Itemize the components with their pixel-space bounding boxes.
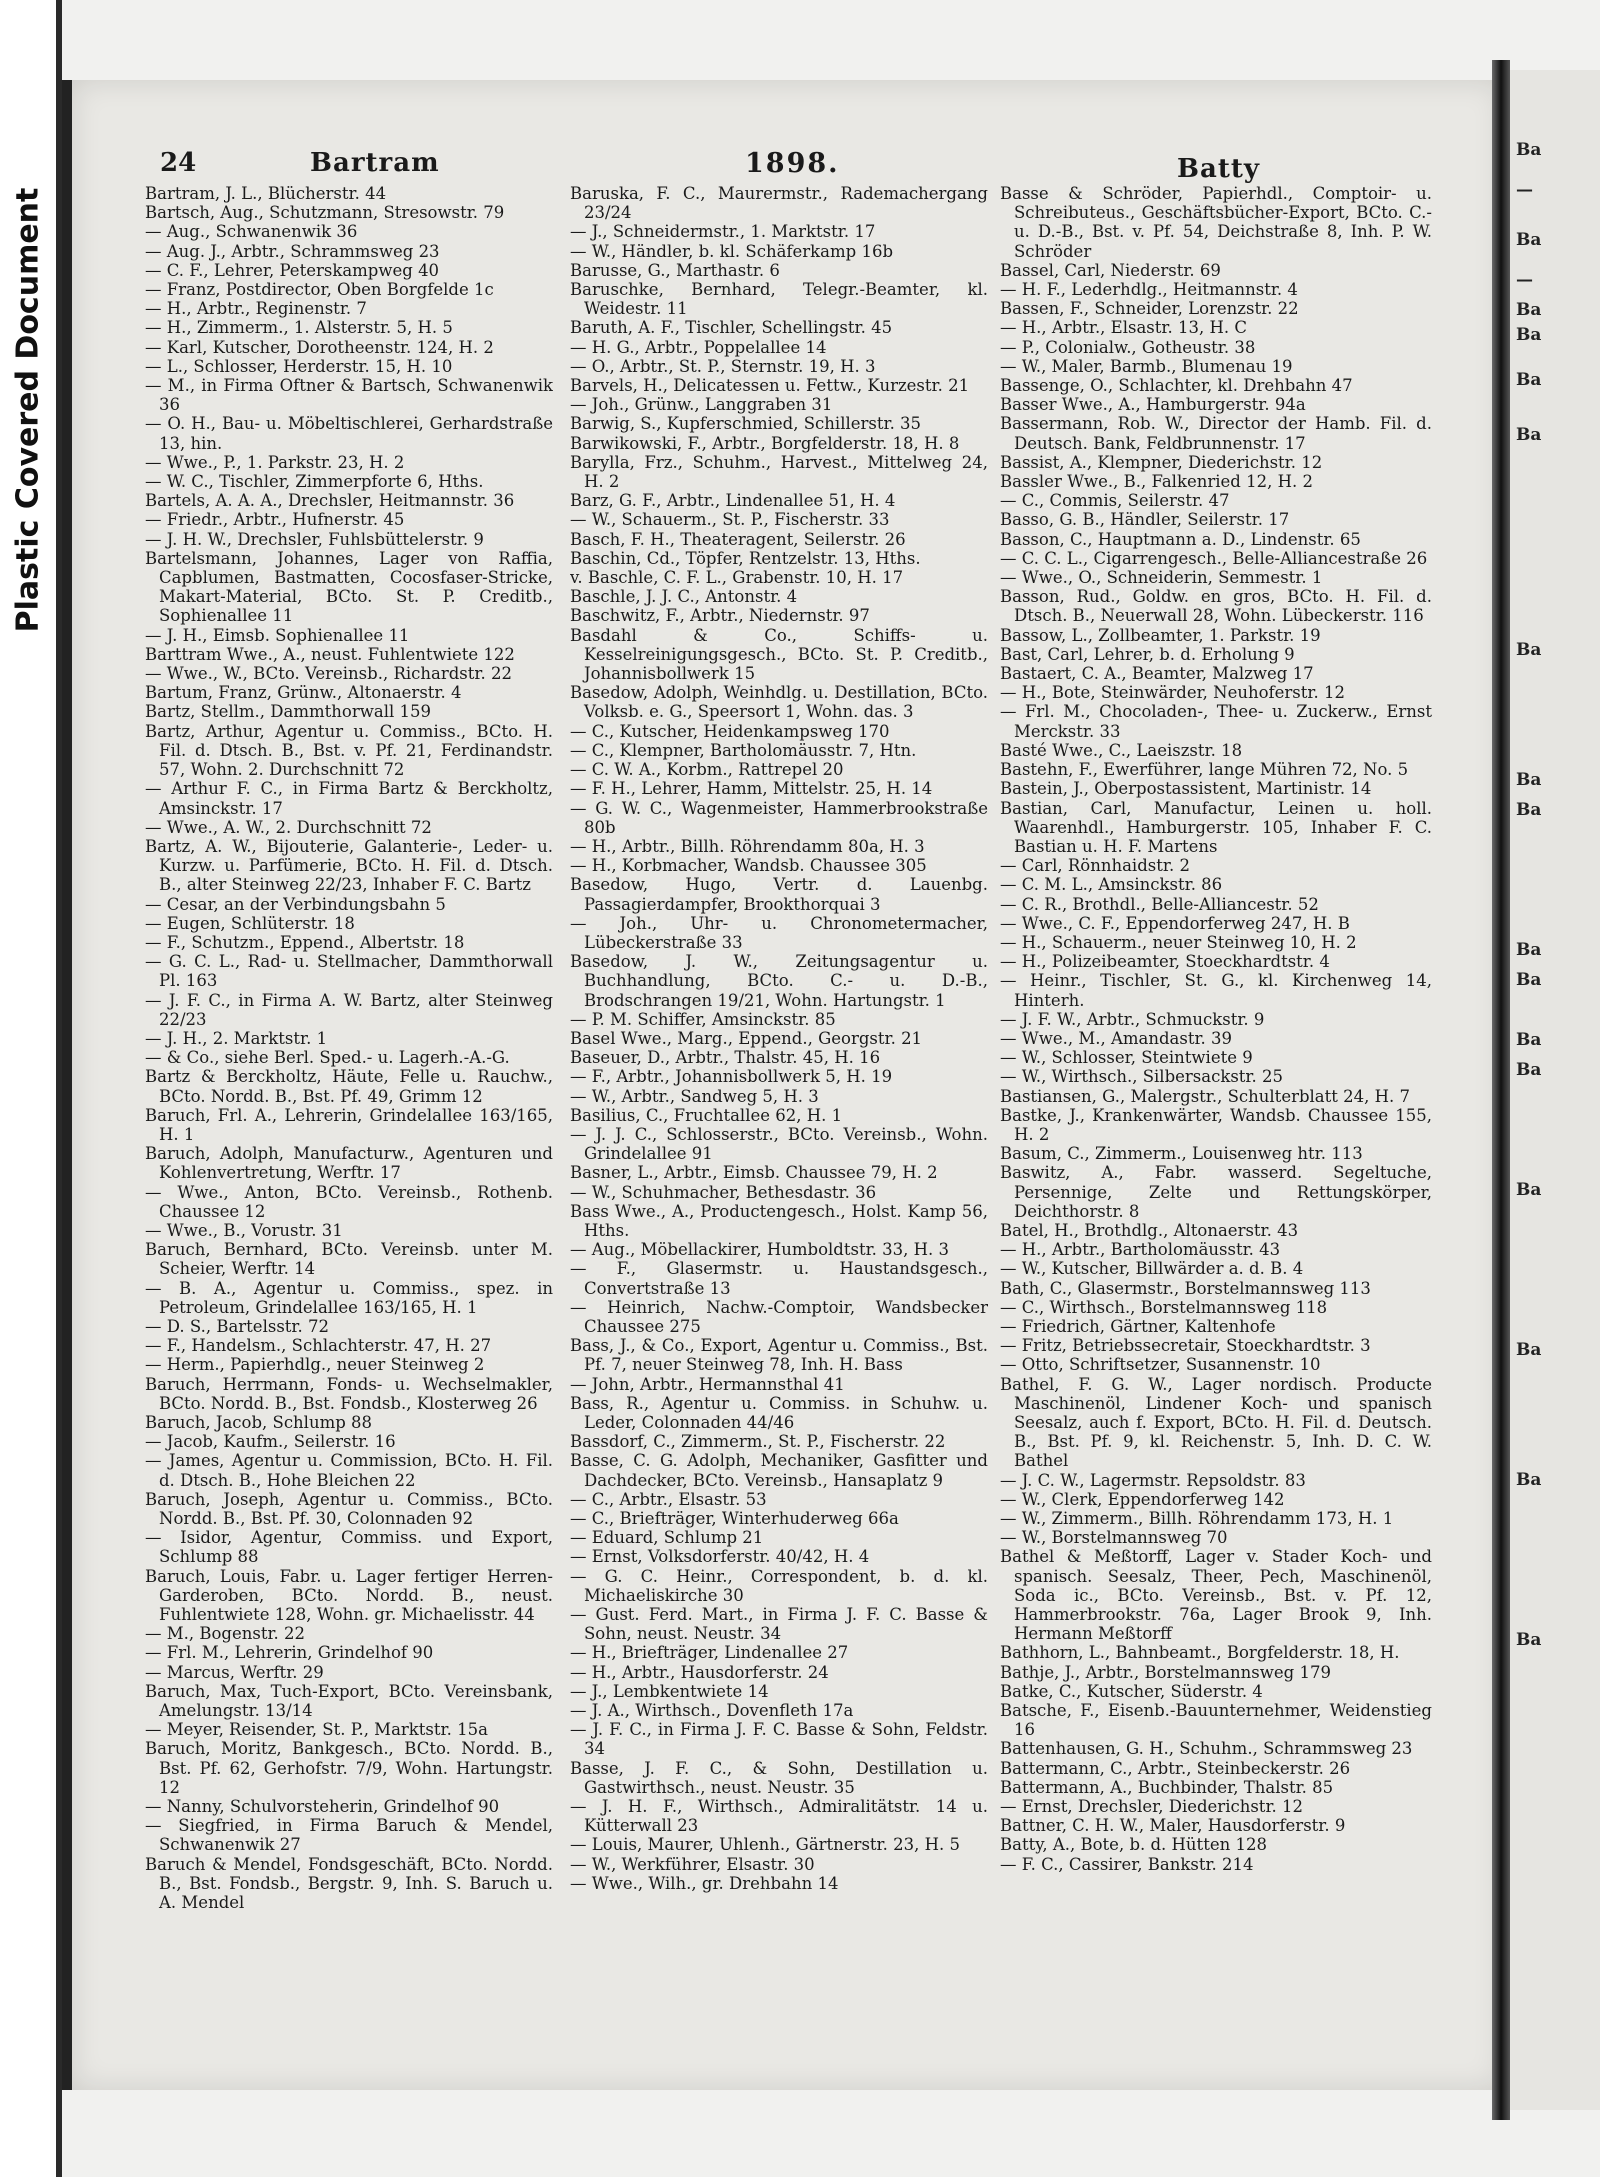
directory-entry: — Otto, Schriftsetzer, Susannenstr. 10: [1000, 1355, 1321, 1375]
directory-entry: Baruch, Adolph, Manufacturw., Agenturen und Kohlenvertretung, Werftr. 17: [145, 1144, 553, 1183]
next-page-fragment: Ba: [1516, 1060, 1542, 1080]
directory-entry: Bassler Wwe., B., Falkenried 12, H. 2: [1000, 472, 1313, 492]
directory-entry: Battermann, A., Buchbinder, Thalstr. 85: [1000, 1777, 1334, 1797]
directory-entry: — Heinrich, Nachw.-Comptoir, Wandsbecker Chaussee 275: [570, 1297, 988, 1336]
directory-entry: — Gust. Ferd. Mart., in Firma J. F. C. Basse & Sohn, neust. Neustr. 34: [570, 1605, 988, 1644]
directory-entry: Bass, J., & Co., Export, Agentur u. Commiss., Bst. Pf. 7, neuer Steinweg 78, Inh. H. Bass: [570, 1336, 988, 1375]
directory-entry: Bastehn, F., Ewerführer, lange Mühren 72, No. 5: [1000, 760, 1409, 780]
directory-entry: — Louis, Maurer, Uhlenh., Gärtnerstr. 23, H. 5: [570, 1835, 960, 1855]
directory-entry: Bathel, F. G. W., Lager nordisch. Producte Maschinenöl, Lindener Koch- und spanisch Seesalz, auch f. Export, BCto. H. Fil. d. Deutsch. B., Bst. Pf. 9, kl. Reichenstr. 5, Inh. D. C. W. Bathel: [1000, 1374, 1432, 1471]
directory-entry: Basse, C. G. Adolph, Mechaniker, Gasfitter und Dachdecker, BCto. Vereinsb., Hansaplatz 9: [570, 1451, 988, 1490]
directory-entry: — W., Schuhmacher, Bethesdastr. 36: [570, 1182, 877, 1202]
directory-entry: Bathel & Meßtorff, Lager v. Stader Koch- und spanisch. Seesalz, Theer, Pech, Maschinenöl, Soda ic., BCto. Vereinsb., Bst. v. Pf. 12, Hammerbrookstr. 76a, Lager Brook 9, Inh. Hermann Meßtorff: [1000, 1547, 1432, 1644]
directory-entry: — G. C. L., Rad- u. Stellmacher, Dammthorwall Pl. 163: [145, 952, 553, 991]
next-page-fragment: Ba: [1516, 325, 1542, 345]
directory-entry: Baschin, Cd., Töpfer, Rentzelstr. 13, Hths.: [570, 548, 921, 568]
directory-entry: — W. C., Tischler, Zimmerpforte 6, Hths.: [145, 472, 484, 492]
directory-entry: — H., Arbtr., Reginenstr. 7: [145, 299, 367, 319]
directory-entry: Baruch, Frl. A., Lehrerin, Grindelallee 163/165, H. 1: [145, 1105, 553, 1144]
directory-entry: — F., Schutzm., Eppend., Albertstr. 18: [145, 932, 465, 952]
directory-entry: Basch, F. H., Theateragent, Seilerstr. 26: [570, 529, 906, 549]
directory-entry: Battenhausen, G. H., Schuhm., Schrammsweg 23: [1000, 1739, 1413, 1759]
directory-entry: Basedow, Hugo, Vertr. d. Lauenbg. Passagierdampfer, Brookthorquai 3: [570, 875, 988, 914]
next-page-fragment: Ba: [1516, 1030, 1542, 1050]
column-left: [145, 184, 553, 2084]
left-running-head: Bartram: [310, 148, 440, 178]
directory-entry: — Fritz, Betriebssecretair, Stoeckhardtstr. 3: [1000, 1336, 1371, 1356]
directory-entry: — M., Bogenstr. 22: [145, 1624, 306, 1644]
directory-entry: Baschwitz, F., Arbtr., Niedernstr. 97: [570, 606, 870, 626]
directory-entry: Bartz & Berckholtz, Häute, Felle u. Rauchw., BCto. Nordd. B., Bst. Pf. 49, Grimm 12: [145, 1067, 553, 1106]
directory-entry: Barttram Wwe., A., neust. Fuhlentwiete 122: [145, 644, 515, 664]
directory-entry: Barvels, H., Delicatessen u. Fettw., Kurzestr. 21: [570, 376, 970, 396]
directory-entry: — Nanny, Schulvorsteherin, Grindelhof 90: [145, 1797, 500, 1817]
directory-entry: Barwig, S., Kupferschmied, Schillerstr. 35: [570, 414, 922, 434]
directory-entry: — James, Agentur u. Commission, BCto. H. Fil. d. Dtsch. B., Hohe Bleichen 22: [145, 1451, 553, 1490]
directory-entry: — Wwe., A. W., 2. Durchschnitt 72: [145, 817, 432, 837]
directory-entry: — C. M. L., Amsinckstr. 86: [1000, 875, 1223, 895]
directory-entry: — W., Wirthsch., Silbersackstr. 25: [1000, 1067, 1283, 1087]
directory-entry: — W., Kutscher, Billwärder a. d. B. 4: [1000, 1259, 1304, 1279]
directory-entry: — J. C. W., Lagermstr. Repsoldstr. 83: [1000, 1470, 1306, 1490]
directory-entry: — J. H. W., Drechsler, Fuhlsbüttelerstr. 9: [145, 529, 484, 549]
directory-entry: Bartels, A. A. A., Drechsler, Heitmannstr. 36: [145, 491, 515, 511]
directory-entry: Bartelsmann, Johannes, Lager von Raffia, Capblumen, Bastmatten, Cocosfaser-Stricke, Makart-Material, BCto. St. P. Creditb., Sophienallee 11: [145, 548, 553, 626]
directory-entry: Barwikowski, F., Arbtr., Borgfelderstr. 18, H. 8: [570, 433, 960, 453]
directory-entry: — H. G., Arbtr., Poppelallee 14: [570, 337, 827, 357]
directory-entry: Bartsch, Aug., Schutzmann, Stresowstr. 79: [145, 203, 505, 223]
next-page-fragment: Ba: [1516, 800, 1542, 820]
directory-entry: — Wwe., Wilh., gr. Drehbahn 14: [570, 1873, 839, 1893]
directory-entry: — J. F. C., in Firma J. F. C. Basse & Sohn, Feldstr. 34: [570, 1720, 988, 1759]
directory-entry: — C., Commis, Seilerstr. 47: [1000, 491, 1230, 511]
directory-entry: — Friedr., Arbtr., Hufnerstr. 45: [145, 510, 405, 530]
directory-entry: Basilius, C., Fruchtallee 62, H. 1: [570, 1105, 843, 1125]
directory-entry: — H., Arbtr., Elsastr. 13, H. C: [1000, 318, 1247, 338]
directory-entry: — J. H., 2. Marktstr. 1: [145, 1028, 328, 1048]
directory-entry: Basser Wwe., A., Hamburgerstr. 94a: [1000, 395, 1306, 415]
directory-entry: — Ernst, Volksdorferstr. 40/42, H. 4: [570, 1547, 870, 1567]
column-middle: [570, 184, 988, 2084]
directory-entry: Batty, A., Bote, b. d. Hütten 128: [1000, 1835, 1267, 1855]
directory-entry: — Jacob, Kaufm., Seilerstr. 16: [145, 1432, 396, 1452]
directory-entry: — Cesar, an der Verbindungsbahn 5: [145, 894, 446, 914]
directory-entry: — F., Glasermstr. u. Haustandsgesch., Convertstraße 13: [570, 1259, 988, 1298]
directory-entry: Baruch, Herrmann, Fonds- u. Wechselmakler, BCto. Nordd. B., Bst. Fondsb., Klosterweg 26: [145, 1374, 553, 1413]
directory-entry: Bassenge, O., Schlachter, kl. Drehbahn 47: [1000, 376, 1353, 396]
directory-entry: — Wwe., O., Schneiderin, Semmestr. 1: [1000, 568, 1323, 588]
directory-entry: — Arthur F. C., in Firma Bartz & Berckholtz, Amsinckstr. 17: [145, 779, 553, 818]
directory-entry: Basdahl & Co., Schiffs- u. Kesselreinigungsgesch., BCto. St. P. Creditb., Johannisbollwerk 15: [570, 625, 988, 684]
directory-entry: — J. H. F., Wirthsch., Admiralitätstr. 14 u. Kütterwall 23: [570, 1797, 988, 1836]
side-label-strip: [0, 0, 56, 2177]
directory-entry: — G. C. Heinr., Correspondent, b. d. kl. Michaeliskirche 30: [570, 1566, 988, 1605]
directory-entry: — C., Briefträger, Winterhuderweg 66a: [570, 1509, 899, 1529]
directory-entry: Bastian, Carl, Manufactur, Leinen u. holl. Waarenhdl., Hamburgerstr. 105, Inhaber F. C. Bastian u. H. F. Martens: [1000, 798, 1432, 856]
directory-entry: Baruth, A. F., Tischler, Schellingstr. 45: [570, 318, 893, 338]
directory-entry: Battner, C. H. W., Maler, Hausdorferstr. 9: [1000, 1816, 1346, 1836]
directory-entry: Barylla, Frz., Schuhm., Harvest., Mittelweg 24, H. 2: [570, 452, 988, 492]
directory-entry: — & Co., siehe Berl. Sped.- u. Lagerh.-A.-G.: [145, 1048, 510, 1068]
directory-entry: — Meyer, Reisender, St. P., Marktstr. 15a: [145, 1720, 488, 1740]
directory-entry: — H., Bote, Steinwärder, Neuhoferstr. 12: [1000, 683, 1345, 703]
directory-entry: Batsche, F., Eisenb.-Bauunternehmer, Weidenstieg 16: [1000, 1701, 1432, 1740]
directory-entry: — G. W. C., Wagenmeister, Hammerbrookstraße 80b: [570, 798, 988, 837]
page-header: [100, 148, 1440, 188]
directory-entry: Bassist, A., Klempner, Diederichstr. 12: [1000, 452, 1323, 472]
directory-entry: Bassel, Carl, Niederstr. 69: [1000, 260, 1221, 280]
directory-entry: Baruch, Bernhard, BCto. Vereinsb. unter M. Scheier, Werftr. 14: [145, 1240, 553, 1279]
directory-entry: Batke, C., Kutscher, Süderstr. 4: [1000, 1681, 1263, 1701]
directory-entry: — Frl. M., Chocoladen-, Thee- u. Zuckerw., Ernst Merckstr. 33: [1000, 702, 1432, 741]
directory-entry: — P., Colonialw., Gotheustr. 38: [1000, 337, 1256, 357]
directory-entry: Basson, Rud., Goldw. en gros, BCto. H. Fil. d. Dtsch. B., Neuerwall 28, Wohn. Lübeckerstr. 116: [1000, 587, 1432, 626]
side-label: Plastic Covered Document: [10, 187, 46, 633]
directory-entry: — W., Schauerm., St. P., Fischerstr. 33: [570, 510, 890, 530]
directory-entry: — Franz, Postdirector, Oben Borgfelde 1c: [145, 280, 494, 300]
directory-entry: Basse & Schröder, Papierhdl., Comptoir- u. Schreibuteus., Geschäftsbücher-Export, BCto. C.- u. D.-B., Bst. v. Pf. 54, Deichstraße 8, Inh. P. W. Schröder: [1000, 184, 1432, 261]
directory-entry: — H., Zimmerm., 1. Alsterstr. 5, H. 5: [145, 318, 453, 338]
directory-entry: Baseuer, D., Arbtr., Thalstr. 45, H. 16: [570, 1048, 881, 1068]
directory-entry: — F., Arbtr., Johannisbollwerk 5, H. 19: [570, 1067, 893, 1087]
directory-entry: Bartz, Arthur, Agentur u. Commiss., BCto. H. Fil. d. Dtsch. B., Bst. v. Pf. 21, Ferdinandstr. 57, Wohn. 2. Durchschnitt 72: [145, 721, 553, 780]
directory-entry: — Aug., Schwanenwik 36: [145, 222, 358, 242]
directory-entry: Bass, R., Agentur u. Commiss. in Schuhw. u. Leder, Colonnaden 44/46: [570, 1393, 988, 1432]
directory-entry: — H., Arbtr., Bartholomäusstr. 43: [1000, 1240, 1281, 1260]
directory-entry: — H., Arbtr., Hausdorferstr. 24: [570, 1662, 829, 1682]
directory-entry: v. Baschle, C. F. L., Grabenstr. 10, H. 17: [570, 568, 904, 588]
directory-entry: Battermann, C., Arbtr., Steinbeckerstr. 26: [1000, 1758, 1351, 1778]
directory-entry: — Aug., Möbellackirer, Humboldtstr. 33, H. 3: [570, 1240, 950, 1260]
directory-entry: Bass Wwe., A., Productengesch., Holst. Kamp 56, Hths.: [570, 1201, 988, 1240]
directory-entry: — H., Arbtr., Billh. Röhrendamm 80a, H. 3: [570, 836, 925, 856]
directory-entry: Bathhorn, L., Bahnbeamt., Borgfelderstr. 18, H.: [1000, 1643, 1400, 1663]
next-page-fragment: Ba: [1516, 1630, 1542, 1650]
directory-entry: Basner, L., Arbtr., Eimsb. Chaussee 79, H. 2: [570, 1163, 938, 1183]
directory-entry: — C. W. A., Korbm., Rattrepel 20: [570, 760, 844, 780]
directory-entry: — J., Lembkentwiete 14: [570, 1681, 769, 1701]
directory-entry: — Wwe., B., Vorustr. 31: [145, 1220, 343, 1240]
directory-entry: Bartram, J. L., Blücherstr. 44: [145, 184, 387, 203]
column-right: [1000, 184, 1432, 2084]
directory-entry: — J. A., Wirthsch., Dovenfleth 17a: [570, 1701, 854, 1721]
directory-entry: — W., Werkführer, Elsastr. 30: [570, 1854, 815, 1874]
directory-entry: Bassen, F., Schneider, Lorenzstr. 22: [1000, 299, 1299, 319]
directory-entry: — F. H., Lehrer, Hamm, Mittelstr. 25, H. 14: [570, 779, 933, 799]
directory-entry: — C., Wirthsch., Borstelmannsweg 118: [1000, 1297, 1328, 1317]
directory-entry: Basum, C., Zimmerm., Louisenweg htr. 113: [1000, 1144, 1363, 1164]
directory-entry: — Wwe., Anton, BCto. Vereinsb., Rothenb. Chaussee 12: [145, 1182, 553, 1221]
directory-entry: Baruch, Moritz, Bankgesch., BCto. Nordd. B., Bst. Pf. 62, Gerhofstr. 7/9, Wohn. Hartungstr. 12: [145, 1739, 553, 1797]
directory-entry: Barusse, G., Marthastr. 6: [570, 260, 780, 280]
next-page-fragment: Ba: [1516, 140, 1542, 160]
directory-entry: — W., Arbtr., Sandweg 5, H. 3: [570, 1086, 819, 1106]
directory-entry: — H., Briefträger, Lindenallee 27: [570, 1643, 849, 1663]
directory-entry: — Ernst, Drechsler, Diederichstr. 12: [1000, 1797, 1304, 1817]
next-page-fragment: —: [1516, 270, 1533, 290]
directory-entry: Bassermann, Rob. W., Director der Hamb. Fil. d. Deutsch. Bank, Feldbrunnenstr. 17: [1000, 414, 1432, 453]
directory-entry: Bast, Carl, Lehrer, b. d. Erholung 9: [1000, 644, 1295, 664]
directory-entry: Baruch, Max, Tuch-Export, BCto. Vereinsbank, Amelungstr. 13/14: [145, 1681, 553, 1721]
directory-entry: — Carl, Rönnhaidstr. 2: [1000, 856, 1190, 876]
directory-entry: — Eugen, Schlüterstr. 18: [145, 913, 355, 933]
directory-entry: — W., Maler, Barmb., Blumenau 19: [1000, 356, 1293, 376]
next-page-fragment: Ba: [1516, 940, 1542, 960]
directory-entry: Bastein, J., Oberpostassistent, Martinistr. 14: [1000, 779, 1372, 799]
directory-entry: — J. F. W., Arbtr., Schmuckstr. 9: [1000, 1009, 1265, 1029]
next-page-edge: [1510, 70, 1600, 2110]
directory-entry: — Karl, Kutscher, Dorotheenstr. 124, H. 2: [145, 337, 494, 357]
directory-entry: — C. F., Lehrer, Peterskampweg 40: [145, 260, 440, 280]
directory-entry: Basse, J. F. C., & Sohn, Destillation u. Gastwirthsch., neust. Neustr. 35: [570, 1758, 988, 1797]
directory-entry: — J., Schneidermstr., 1. Marktstr. 17: [570, 222, 876, 242]
directory-entry: — Wwe., W., BCto. Vereinsb., Richardstr. 22: [145, 664, 512, 684]
next-page-fragment: Ba: [1516, 1340, 1542, 1360]
directory-entry: — W., Zimmerm., Billh. Röhrendamm 173, H. 1: [1000, 1509, 1394, 1529]
directory-entry: — C., Arbtr., Elsastr. 53: [570, 1489, 767, 1509]
next-page-fragment: Ba: [1516, 230, 1542, 250]
directory-entry: — J. F. C., in Firma A. W. Bartz, alter Steinweg 22/23: [145, 990, 553, 1029]
directory-entry: — W., Borstelmannsweg 70: [1000, 1528, 1228, 1548]
directory-entry: Bastke, J., Krankenwärter, Wandsb. Chaussee 155, H. 2: [1000, 1105, 1432, 1144]
right-running-head: Batty: [1177, 154, 1260, 184]
directory-entry: — Eduard, Schlump 21: [570, 1528, 764, 1548]
next-page-fragment: —: [1516, 180, 1533, 200]
directory-entry: Bassdorf, C., Zimmerm., St. P., Fischerstr. 22: [570, 1432, 946, 1452]
directory-entry: Batel, H., Brothdlg., Altonaerstr. 43: [1000, 1220, 1299, 1240]
directory-entry: Baruch, Joseph, Agentur u. Commiss., BCto. Nordd. B., Bst. Pf. 30, Colonnaden 92: [145, 1489, 553, 1529]
directory-entry: Bath, C., Glasermstr., Borstelmannsweg 113: [1000, 1278, 1371, 1298]
directory-entry: — O. H., Bau- u. Möbeltischlerei, Gerhardstraße 13, hin.: [145, 414, 553, 453]
directory-entry: — Siegfried, in Firma Baruch & Mendel, Schwanenwik 27: [145, 1816, 553, 1855]
directory-entry: — H., Korbmacher, Wandsb. Chaussee 305: [570, 856, 927, 876]
directory-entry: Basedow, J. W., Zeitungsagentur u. Buchhandlung, BCto. C.- u. D.-B., Brodschrangen 19/21, Wohn. Hartungstr. 1: [570, 952, 988, 1010]
directory-entry: — J. J. C., Schlosserstr., BCto. Vereinsb., Wohn. Grindelallee 91: [570, 1124, 988, 1164]
directory-entry: Barz, G. F., Arbtr., Lindenallee 51, H. 4: [570, 491, 896, 511]
directory-entry: Basson, C., Hauptmann a. D., Lindenstr. 65: [1000, 529, 1361, 549]
book-binding: [1492, 60, 1510, 2120]
directory-entry: — John, Arbtr., Hermannsthal 41: [570, 1374, 845, 1394]
directory-entry: Bartz, Stellm., Dammthorwall 159: [145, 702, 431, 722]
directory-entry: — L., Schlosser, Herderstr. 15, H. 10: [145, 356, 453, 376]
directory-entry: Bassow, L., Zollbeamter, 1. Parkstr. 19: [1000, 625, 1321, 645]
directory-entry: Bastiansen, G., Malergstr., Schulterblatt 24, H. 7: [1000, 1086, 1411, 1106]
directory-entry: — H. F., Lederhdlg., Heitmannstr. 4: [1000, 280, 1298, 300]
directory-entry: — Wwe., M., Amandastr. 39: [1000, 1028, 1233, 1048]
directory-entry: Basel Wwe., Marg., Eppend., Georgstr. 21: [570, 1028, 923, 1048]
directory-entry: — Herm., Papierhdlg., neuer Steinweg 2: [145, 1355, 485, 1375]
directory-entry: — Isidor, Agentur, Commiss. und Export, Schlump 88: [145, 1528, 553, 1567]
directory-entry: — C. C. L., Cigarrengesch., Belle-Alliancestraße 26: [1000, 548, 1428, 568]
directory-entry: Bastaert, C. A., Beamter, Malzweg 17: [1000, 664, 1314, 684]
directory-entry: — Marcus, Werftr. 29: [145, 1662, 324, 1682]
directory-entry: Baruschke, Bernhard, Telegr.-Beamter, kl. Weidestr. 11: [570, 280, 988, 319]
directory-entry: — J. H., Eimsb. Sophienallee 11: [145, 625, 410, 645]
directory-entry: — F. C., Cassirer, Bankstr. 214: [1000, 1854, 1254, 1874]
directory-entry: — H., Schauerm., neuer Steinweg 10, H. 2: [1000, 932, 1357, 952]
directory-entry: — C., Kutscher, Heidenkampsweg 170: [570, 721, 890, 741]
page-number: 24: [160, 148, 197, 178]
next-page-fragment: Ba: [1516, 770, 1542, 790]
directory-entry: — M., in Firma Oftner & Bartsch, Schwanenwik 36: [145, 376, 553, 415]
next-page-fragment: Ba: [1516, 640, 1542, 660]
directory-entry: — Wwe., P., 1. Parkstr. 23, H. 2: [145, 452, 405, 472]
directory-entry: Bartz, A. W., Bijouterie, Galanterie-, Leder- u. Kurzw. u. Parfümerie, BCto. H. Fil. d. Dtsch. B., alter Steinweg 22/23, Inhaber F. C. Bartz: [145, 836, 553, 895]
directory-entry: Baswitz, A., Fabr. wasserd. Segeltuche, Persennige, Zelte und Rettungskörper, Deichthorstr. 8: [1000, 1163, 1432, 1221]
directory-entry: Baruska, F. C., Maurermstr., Rademachergang 23/24: [570, 184, 988, 223]
directory-entry: Baruch, Jacob, Schlump 88: [145, 1413, 373, 1432]
next-page-fragment: Ba: [1516, 370, 1542, 390]
next-page-fragment: Ba: [1516, 1470, 1542, 1490]
directory-entry: — Aug. J., Arbtr., Schrammsweg 23: [145, 241, 440, 261]
directory-entry: — Joh., Uhr- u. Chronometermacher, Lübeckerstraße 33: [570, 913, 988, 952]
directory-entry: — H., Polizeibeamter, Stoeckhardtstr. 4: [1000, 952, 1330, 972]
directory-entry: — D. S., Bartelsstr. 72: [145, 1316, 329, 1336]
directory-entry: Bathje, J., Arbtr., Borstelmannsweg 179: [1000, 1662, 1331, 1682]
directory-entry: — Heinr., Tischler, St. G., kl. Kirchenweg 14, Hinterh.: [1000, 971, 1432, 1010]
directory-entry: — Friedrich, Gärtner, Kaltenhofe: [1000, 1316, 1276, 1336]
directory-entry: — F., Handelsm., Schlachterstr. 47, H. 27: [145, 1336, 492, 1356]
directory-entry: — C. R., Brothdl., Belle-Alliancestr. 52: [1000, 894, 1319, 914]
directory-entry: — W., Clerk, Eppendorferweg 142: [1000, 1489, 1285, 1509]
directory-entry: — P. M. Schiffer, Amsinckstr. 85: [570, 1009, 836, 1029]
directory-entry: — Frl. M., Lehrerin, Grindelhof 90: [145, 1643, 434, 1663]
directory-entry: — O., Arbtr., St. P., Sternstr. 19, H. 3: [570, 356, 876, 376]
directory-entry: Basté Wwe., C., Laeiszstr. 18: [1000, 740, 1243, 760]
directory-entry: Bartum, Franz, Grünw., Altonaerstr. 4: [145, 683, 462, 703]
directory-entry: Basedow, Adolph, Weinhdlg. u. Destillation, BCto. Volksb. e. G., Speersort 1, Wohn. das. 3: [570, 683, 988, 722]
next-page-fragment: Ba: [1516, 1180, 1542, 1200]
directory-entry: Baruch, Louis, Fabr. u. Lager fertiger Herren-Garderoben, BCto. Nordd. B., neust. Fuhlentwiete 128, Wohn. gr. Michaelisstr. 44: [145, 1566, 553, 1625]
directory-entry: Baruch & Mendel, Fondsgeschäft, BCto. Nordd. B., Bst. Fondsb., Bergstr. 9, Inh. S. Baruch u. A. Mendel: [145, 1854, 553, 1913]
directory-entry: — Joh., Grünw., Langgraben 31: [570, 395, 833, 415]
directory-entry: — C., Klempner, Bartholomäusstr. 7, Htn.: [570, 740, 917, 760]
directory-entry: Baschle, J. J. C., Antonstr. 4: [570, 587, 798, 607]
directory-entry: Basso, G. B., Händler, Seilerstr. 17: [1000, 510, 1290, 530]
next-page-fragment: Ba: [1516, 425, 1542, 445]
next-page-fragment: Ba: [1516, 970, 1542, 990]
directory-entry: — Wwe., C. F., Eppendorferweg 247, H. B: [1000, 913, 1350, 933]
directory-entry: — W., Schlosser, Steintwiete 9: [1000, 1048, 1253, 1068]
directory-entry: — B. A., Agentur u. Commiss., spez. in Petroleum, Grindelallee 163/165, H. 1: [145, 1278, 553, 1317]
directory-entry: — W., Händler, b. kl. Schäferkamp 16b: [570, 241, 894, 261]
year-heading: 1898.: [745, 148, 840, 179]
next-page-fragment: Ba: [1516, 300, 1542, 320]
